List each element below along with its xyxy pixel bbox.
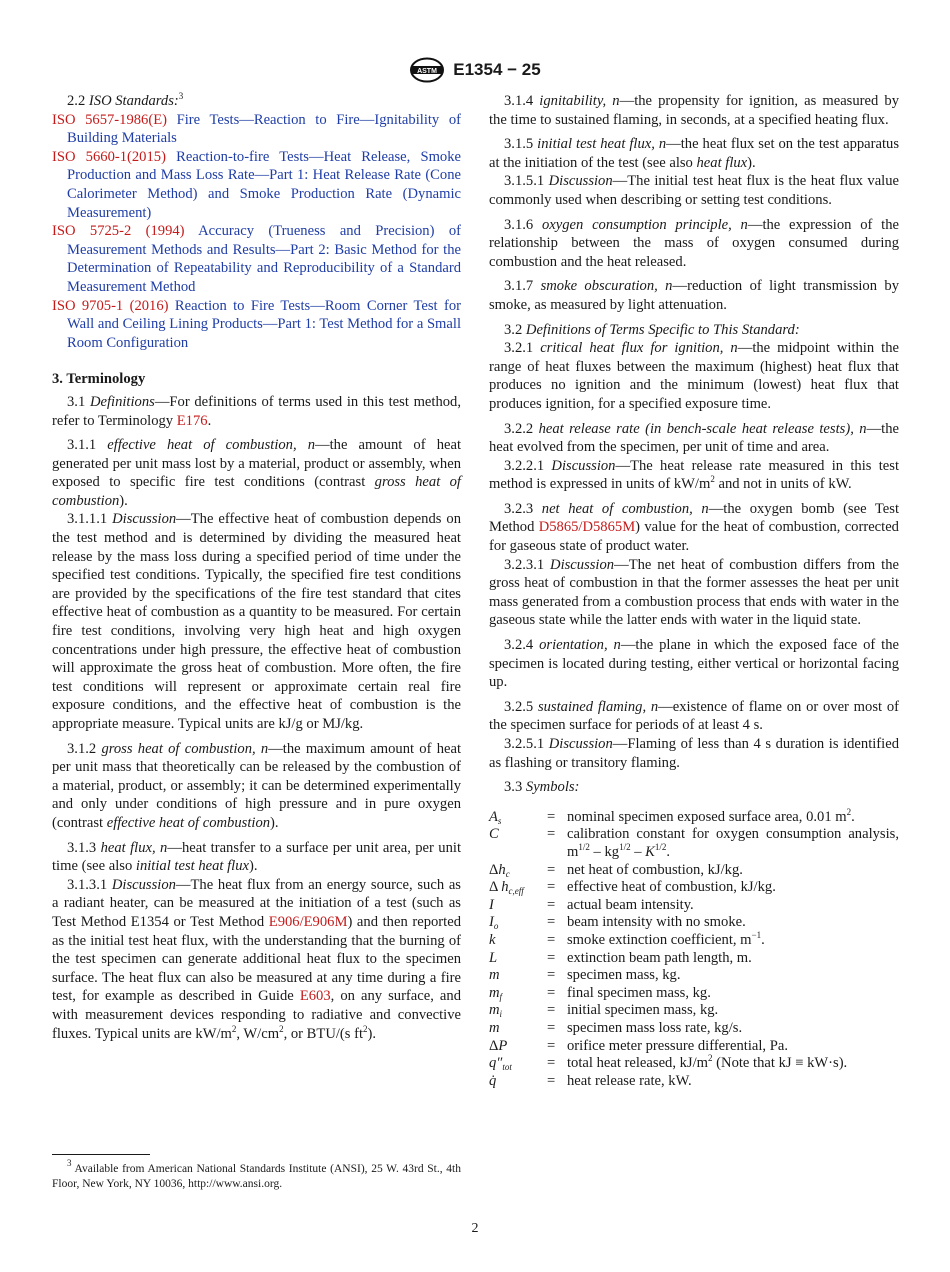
link-d5865[interactable]: D5865/D5865M [538, 519, 636, 536]
left-column [52, 92, 461, 1043]
para-3-1-4: 3.1.4 ignitability, n—the propensity for ignition, as measured by the time to sustained flaming, in seconds, at a specified heating flux. [489, 93, 899, 128]
para-3-1-3-1: 3.1.3.1 Discussion—The heat flux from an energy source, such as a radiant heater, can be measured at the initiation of a test (such as Test Method E1354 or Test Method E906/E906M) and then reported as the initial test heat flux, with the understanding that the burning of the test specimen can generate additional heat flux to the specimen surface. The heat flux can also be measured at any time during a fire test, for example as described in Guide E603, on any surface, and with measurement devices responding to radiative and convective fluxes. Typical units are $kW/m^2$, $W/cm^2$, or BTU/(s $ft^2$). [52, 876, 461, 1042]
footnote-rule [52, 1154, 150, 1155]
para-3-2: 3.2 Definitions of Terms Specific to This Standard: [504, 321, 800, 338]
para-3-1-1-1: 3.1.1.1 Discussion—The effective heat of combustion depends on the test method and is determined by dividing the measured heat release by the mass loss during a specified period of time under the specified test conditions. Typically, the specified fire test conditions are provided by the specifications of the fire test standard that cites effective heat of combustion as a quantity to be measured. For certain fire test conditions, involving very high heat and high oxygen concentrations under high pressure, the effective heat of combustion will approximate the gross heat of combustion. More often, the fire test conditions will represent or approximate certain real fire exposure conditions, and the effective heat of combustion is the appropriate measure. Typical units are kJ/g or MJ/kg. [52, 511, 461, 732]
para-3-1-7: 3.1.7 smoke obscuration, n—reduction of light transmission by smoke, as measured by light attenuation. [489, 278, 899, 313]
reference-iso-5725-2[interactable]: ISO 5725-2 (1994) Accuracy (Trueness and Precision) of Measurement Methods and Results—Part 2: Basic Method for the Determination of Repeatability and Reproducibility of a Standard Measurement Method [52, 223, 461, 295]
para-3-2-3: 3.2.3 net heat of combustion, n—the oxygen bomb (see Test Method D5865/D5865M) value for the heat of combustion, corrected for gaseous state of product water. [489, 500, 900, 555]
para-3-2-2: 3.2.2 heat release rate (in bench-scale heat release tests), n—the heat evolved from the specimen, per unit of time and area. [489, 420, 899, 456]
symbol-row-c: C = calibration constant for oxygen consumption analysis, $m^{1/2} - kg^{1/2} - K^{1/2}$. [489, 826, 899, 860]
para-3-1-6: 3.1.6 oxygen consumption principle, n—the expression of the relationship between the mass of oxygen consumed during combustion and the heat released. [489, 216, 899, 270]
para-3-1-5-1: 3.1.5.1 Discussion—The initial test heat flux is the heat flux value commonly used when describing or setting test conditions. [489, 173, 899, 208]
para-3-2-1: 3.2.1 critical heat flux for ignition, n—the midpoint within the range of heat fluxes between the maximum (highest) heat flux that produces no ignition and the minimum (lowest) heat flux that produces ignition, for a specified exposure time. [489, 340, 899, 412]
symbol-row-i: I = actual beam intensity. [489, 896, 694, 913]
para-3-1-5: 3.1.5 initial test heat flux, n—the heat flux set on the test apparatus at the initiation of the test (see also heat flux). [489, 136, 900, 171]
symbol-row-dhceff: Δ $h_{c,eff}$ = effective heat of combustion, kJ/kg. [489, 879, 776, 897]
para-3-1: 3.1 Definitions—For definitions of terms used in this test method, refer to Terminology E176. [52, 393, 461, 429]
symbols-table [489, 806, 899, 1091]
symbol-row-mi: $m_i$ = initial specimen mass, kg. [489, 1002, 719, 1020]
footnote-3: $^3$ Available from American National Standards Institute (ANSI), 25 W. 43rd St., 4th Floor, New York, NY 10036, http://www.ansi.org. [52, 1158, 461, 1190]
para-3-2-4: 3.2.4 orientation, n—the plane in which the exposed face of the specimen is located during testing, either vertical or horizontal facing up. [489, 637, 899, 691]
symbol-row-as: $A_s$ = nominal specimen exposed surface area, 0.01 $m^2$. [489, 806, 855, 826]
right-column [489, 92, 899, 1090]
section-heading-terminology: 3. Terminology [52, 371, 146, 388]
symbol-row-io: $I_o$ = beam intensity with no smoke. [489, 914, 746, 932]
para-3-2-3-1: 3.2.3.1 Discussion—The net heat of combustion differs from the gross heat of combustion in that the former assesses the heat per unit mass generated from a combustion process that ends with water in the gaseous state while the latter ends with water in the liquid state. [489, 556, 899, 629]
para-3-2-5-1: 3.2.5.1 Discussion—Flaming of less than 4 s duration is identified as flashing or transitory flaming. [489, 736, 899, 771]
symbol-row-l: L = extinction beam path length, m. [489, 949, 752, 966]
para-3-3: 3.3 Symbols: [504, 779, 580, 796]
para-3-2-5: 3.2.5 sustained flaming, n—existence of flame on or over most of the specimen surface for periods of at least 4 s. [489, 698, 899, 734]
symbol-row-k: k = smoke extinction coefficient, $m^{-1}$. [489, 929, 765, 948]
page-header [0, 57, 950, 83]
standard-designation: E1354 − 25 [453, 60, 541, 79]
link-e603[interactable]: E603 [299, 988, 331, 1005]
link-e906[interactable]: E906/E906M [268, 913, 348, 930]
link-e176[interactable]: E176 [176, 412, 208, 429]
symbol-row-qtot: $q''_{tot}$ = total heat released, $kJ/m^2$ (Note that kJ ≡ kW·s). [489, 1053, 848, 1073]
para-3-2-2-1: 3.2.2.1 Discussion—The heat release rate measured in this test method is expressed in units of $kW/m^2$ and not in units of kW. [489, 457, 899, 493]
page-number: 2 [471, 1221, 479, 1236]
symbol-row-mdot: m = specimen mass loss rate, kg/s. [489, 1019, 743, 1036]
symbol-row-mf: $m_f$ = final specimen mass, kg. [489, 984, 711, 1002]
para-3-1-3: 3.1.3 heat flux, n—heat transfer to a surface per unit area, per unit time (see also initial test heat flux). [52, 839, 461, 875]
symbol-row-qdot: q̇ = heat release rate, kW. [489, 1072, 692, 1089]
reference-iso-9705-1[interactable]: ISO 9705-1 (2016) Reaction to Fire Tests—Room Corner Test for Wall and Ceiling Lining Products—Part 1: Test Method for a Small Room Configuration [52, 297, 461, 351]
reference-iso-5660-1[interactable]: ISO 5660-1(2015) Reaction-to-fire Tests—Heat Release, Smoke Production and Mass Loss Rate—Part 1: Heat Release Rate (Cone Calorimeter Method) and Smoke Production Rate (Dynamic Measurement) [52, 148, 462, 221]
symbol-row-dhc: $\Delta h_c$ = net heat of combustion, kJ/kg. [489, 861, 743, 879]
iso-standards-heading: 2.2 ISO Standards:$^3$ [67, 91, 184, 109]
astm-logo-icon [409, 57, 445, 83]
reference-iso-5657[interactable]: ISO 5657-1986(E) Fire Tests—Reaction to Fire—Ignitability of Building Materials [52, 111, 461, 147]
astm-logo-text: ASTM [417, 67, 438, 75]
para-3-1-2: 3.1.2 gross heat of combustion, n—the maximum amount of heat per unit mass that theoretically can be released by the combustion of a material, product, or assembly; it can be determined experimentally and only under conditions of high pressure and in pure oxygen (contrast effective heat of combustion). [52, 740, 461, 831]
symbol-row-m: m = specimen mass, kg. [489, 967, 681, 984]
para-3-1-1: 3.1.1 effective heat of combustion, n—the amount of heat generated per unit mass lost by a material, product or assembly, when exposed to specific fire test conditions (contrast gross heat of combustion). [52, 437, 461, 509]
symbol-row-dp: ΔP = orifice meter pressure differential, Pa. [489, 1037, 788, 1054]
